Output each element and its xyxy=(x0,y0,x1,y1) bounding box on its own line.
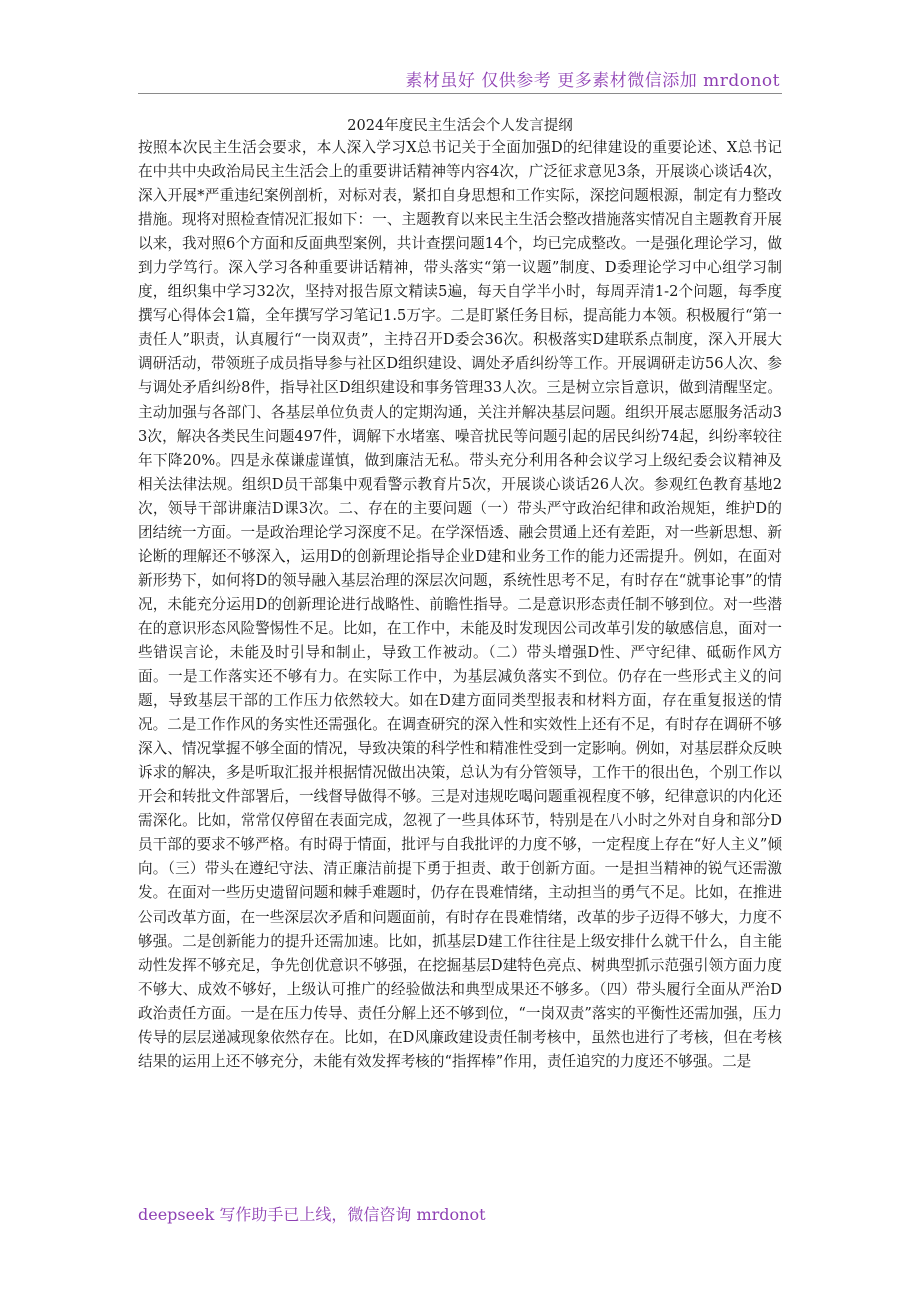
header-watermark-note: 素材虽好 仅供参考 更多素材微信添加 mrdonot xyxy=(405,71,780,91)
footer-watermark-note: deepseek 写作助手已上线，微信咨询 mrdonot xyxy=(138,1205,486,1224)
document-title: 2024年度民主生活会个人发言提纲 xyxy=(347,118,573,134)
document-body: 按照本次民主生活会要求，本人深入学习X总书记关于全面加强D的纪律建设的重要论述、X总书记在中共中央政治局民主生活会上的重要讲话精神等内容4次，广泛征求意见3条，开展谈心谈话4次，深入开展*严重违纪案例剖析，对标对表，紧扣自身思想和工作实际，深挖问题根源，制定有力整改措施。现将对照检查情况汇报如下：一、主题教育以来民主生活会整改措施落实情况自主题教育开展以来，我对照6个方面和反面典型案例，共计查摆问题14个，均已完成整改。一是强化理论学习，做到力学笃行。深入学习各种重要讲话精神，带头落实“第一议题”制度、D委理论学习中心组学习制度，组织集中学习32次，坚持对报告原文精读5遍，每天自学半小时，每周弄清1-2个问题，每季度撰写心得体会1篇，全年撰写学习笔记1.5万字。二是盯紧任务目标，提高能力本领。积极履行“第一责任人”职责，认真履行“一岗双责”，主持召开D委会36次。积极落实D建联系点制度，深入开展大调研活动，带领班子成员指导参与社区D组织建设、调处矛盾纠纷等工作。开展调研走访56人次、参与调处矛盾纠纷8件，指导社区D组织建设和事务管理33人次。三是树立宗旨意识，做到清醒坚定。主动加强与各部门、各基层单位负责人的定期沟通，关注并解决基层问题。组织开展志愿服务活动33次，解决各类民生问题497件，调解下水堵塞、噪音扰民等问题引起的居民纠纷74起，纠纷率较往年下降20%。四是永葆谦虚谨慎，做到廉洁无私。带头充分利用各种会议学习上级纪委会议精神及相关法律法规。组织D员干部集中观看警示教育片5次，开展谈心谈话26人次。参观红色教育基地2次，领导干部讲廉洁D课3次。二、存在的主要问题（一）带头严守政治纪律和政治规矩，维护D的团结统一方面。一是政治理论学习深度不足。在学深悟透、融会贯通上还有差距，对一些新思想、新论断的理解还不够深入，运用D的创新理论指导企业D建和业务工作的能力还需提升。例如，在面对新形势下，如何将D的领导融入基层治理的深层次问题，系统性思考不足，有时存在“就事论事”的情况，未能充分运用D的创新理论进行战略性、前瞻性指导。二是意识形态责任制不够到位。对一些潜在的意识形态风险警惕性不足。比如，在工作中，未能及时发现因公司改革引发的敏感信息，面对一些错误言论，未能及时引导和制止，导致工作被动。（二）带头增强D性、严守纪律、砥砺作风方面。一是工作落实还不够有力。在实际工作中，为基层减负落实不到位。仍存在一些形式主义的问题，导致基层干部的工作压力依然较大。如在D建方面同类型报表和材料方面，存在重复报送的情况。二是工作作风的务实性还需强化。在调查研究的深入性和实效性上还有不足，有时存在调研不够深入、情况掌握不够全面的情况，导致决策的科学性和精准性受到一定影响。例如，对基层群众反映诉求的解决，多是听取汇报并根据情况做出决策，总认为有分管领导，工作干的很出色，个别工作以开会和转批文件部署后，一线督导做得不够。三是对违规吃喝问题重视程度不够，纪律意识的内化还需深化。比如，常常仅停留在表面完成，忽视了一些具体环节，特别是在八小时之外对自身和部分D员干部的要求不够严格。有时碍于情面，批评与自我批评的力度不够，一定程度上存在“好人主义”倾向。（三）带头在遵纪守法、清正廉洁前提下勇于担责、敢于创新方面。一是担当精神的锐气还需激发。在面对一些历史遗留问题和棘手难题时，仍存在畏难情绪，主动担当的勇气不足。比如，在推进公司改革方面，在一些深层次矛盾和问题面前，有时存在畏难情绪，改革的步子迈得不够大，力度不够强。二是创新能力的提升还需加速。比如，抓基层D建工作往往是上级安排什么就干什么，自主能动性发挥不够充足，争先创优意识不够强，在挖掘基层D建特色亮点、树典型抓示范强引领方面力度不够大、成效不够好，上级认可推广的经验做法和典型成果还不够多。（四）带头履行全面从严治D政治责任方面。一是在压力传导、责任分解上还不够到位，“一岗双责”落实的平衡性还需加强，压力传导的层层递减现象依然存在。比如，在D风廉政建设责任制考核中，虽然也进行了考核，但在考核结果的运用上还不够充分，未能有效发挥考核的“指挥棒”作用，责任追究的力度还不够强。二是 xyxy=(138,139,782,1070)
header-divider xyxy=(138,93,782,94)
